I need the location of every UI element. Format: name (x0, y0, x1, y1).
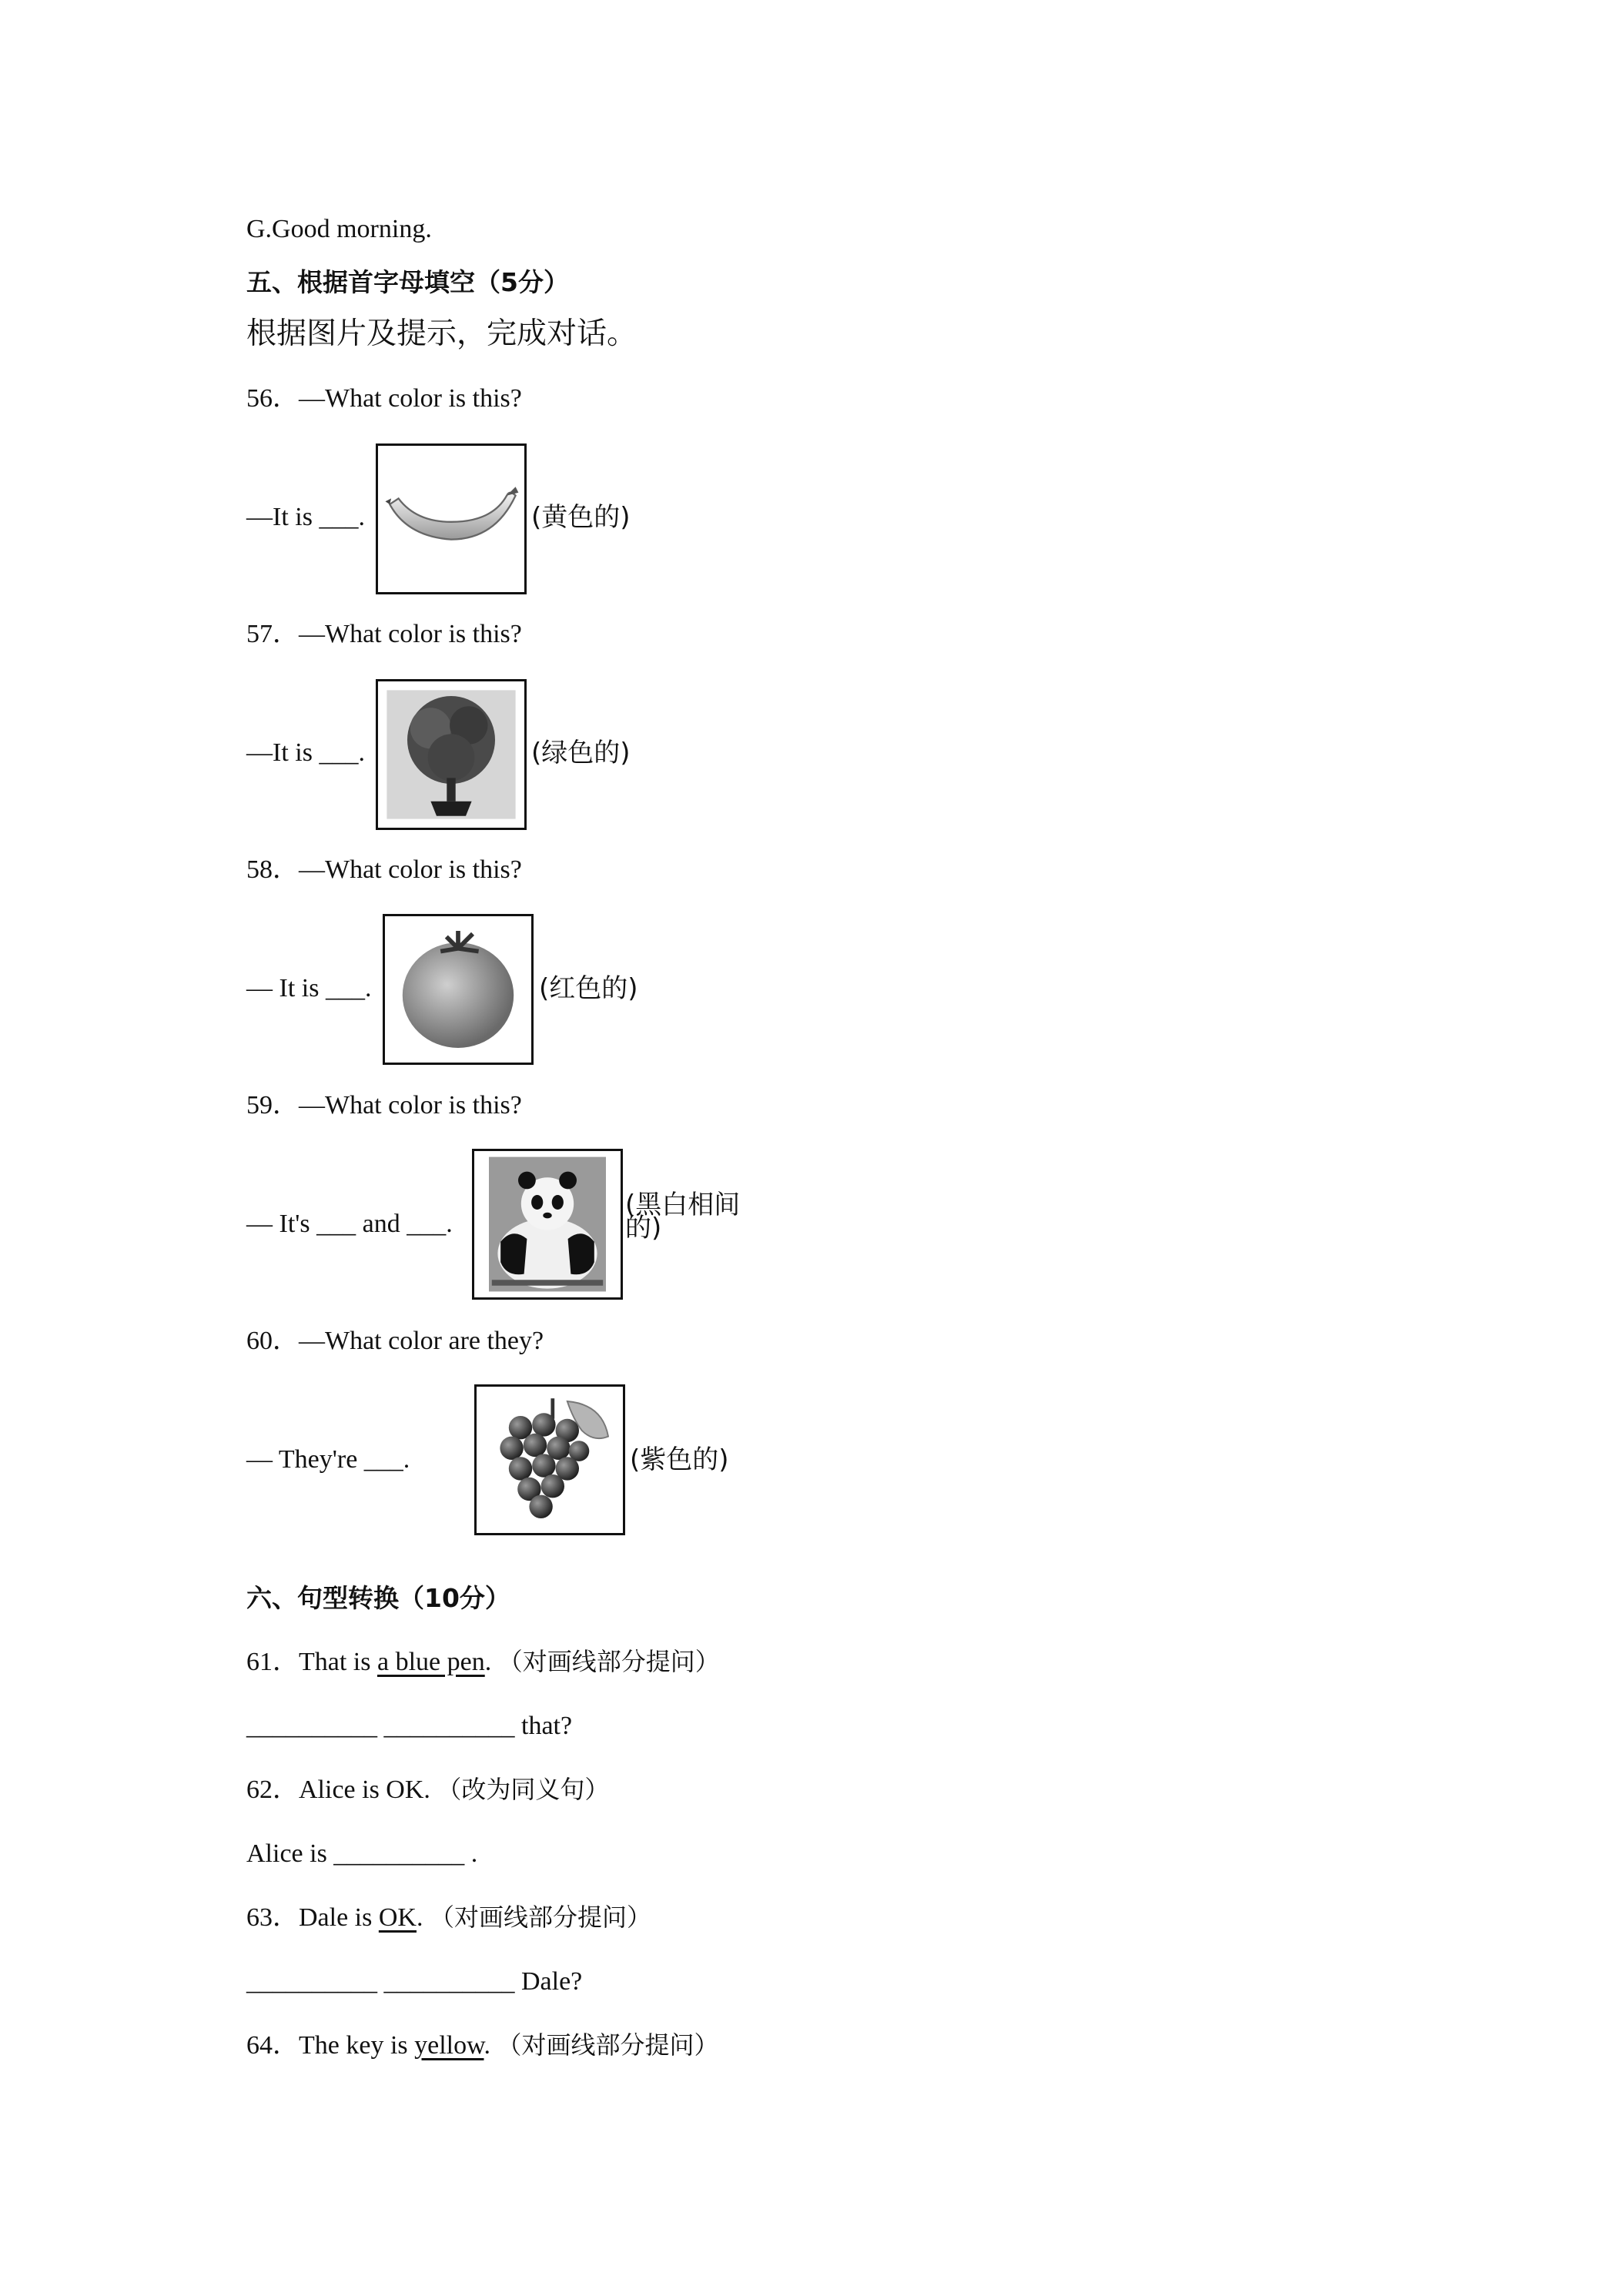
hint-58: (红色的) (539, 973, 638, 1004)
section-five-heading: 五、根据首字母填空（5分） (246, 267, 569, 297)
banana-picture (376, 443, 527, 594)
question-56: 56．—What color is this? (246, 384, 522, 413)
question-61-prefix: 61．That is (246, 1648, 377, 1676)
tree-picture (376, 679, 527, 830)
question-63-note: （对画线部分提问） (429, 1903, 651, 1932)
answer-62-line: Alice is __________ . (246, 1839, 478, 1868)
question-61-note: （对画线部分提问） (497, 1647, 720, 1676)
question-64-underlined: yellow (414, 2031, 484, 2060)
hint-60: (紫色的) (630, 1444, 729, 1475)
grapes-icon (477, 1387, 623, 1533)
question-61 (246, 1645, 720, 1679)
question-63-prefix: 63．Dale is (246, 1903, 379, 1932)
question-63 (246, 1900, 651, 1935)
question-62-text: 62．Alice is OK. (246, 1776, 430, 1804)
answer-63-line: __________ __________ Dale? (246, 1967, 583, 1996)
grapes-picture (474, 1384, 625, 1535)
hint-57: (绿色的) (531, 738, 631, 768)
question-62-note: （改为同义句） (437, 1775, 610, 1804)
question-60: 60．—What color are they? (246, 1327, 544, 1355)
section-six-heading: 六、句型转换（10分） (246, 1583, 510, 1613)
question-61-suffix: . (484, 1648, 492, 1676)
previous-option-g: G.Good morning. (246, 215, 432, 243)
answer-60: — They're ___. (246, 1445, 410, 1474)
question-63-suffix: . (416, 1903, 423, 1932)
tomato-icon (385, 916, 531, 1063)
answer-59: — It's ___ and ___. (246, 1210, 453, 1238)
answer-57: —It is ___. (246, 738, 365, 767)
question-58: 58．—What color is this? (246, 855, 522, 884)
question-64 (246, 2028, 719, 2063)
answer-56: —It is ___. (246, 503, 365, 531)
question-64-note: （对画线部分提问） (497, 2030, 719, 2060)
section-five-instruction: 根据图片及提示，完成对话。 (246, 316, 637, 351)
answer-58: — It is ___. (246, 974, 372, 1002)
question-64-prefix: 64．The key is (246, 2031, 415, 2060)
question-63-underlined: OK (378, 1903, 417, 1932)
question-62 (246, 1772, 609, 1807)
question-59: 59．—What color is this? (246, 1091, 522, 1120)
banana-icon (378, 446, 524, 592)
panda-picture (472, 1149, 623, 1300)
question-61-underlined: a blue pen (376, 1648, 485, 1676)
hint-56: (黄色的) (531, 502, 631, 533)
panda-icon (474, 1151, 621, 1297)
tomato-picture (383, 914, 534, 1065)
question-57: 57．—What color is this? (246, 620, 522, 648)
tree-icon (378, 681, 524, 828)
question-64-suffix: . (484, 2031, 490, 2060)
answer-61-line: __________ __________ that? (246, 1712, 573, 1740)
hint-59: (黑白相间的) (625, 1190, 741, 1243)
